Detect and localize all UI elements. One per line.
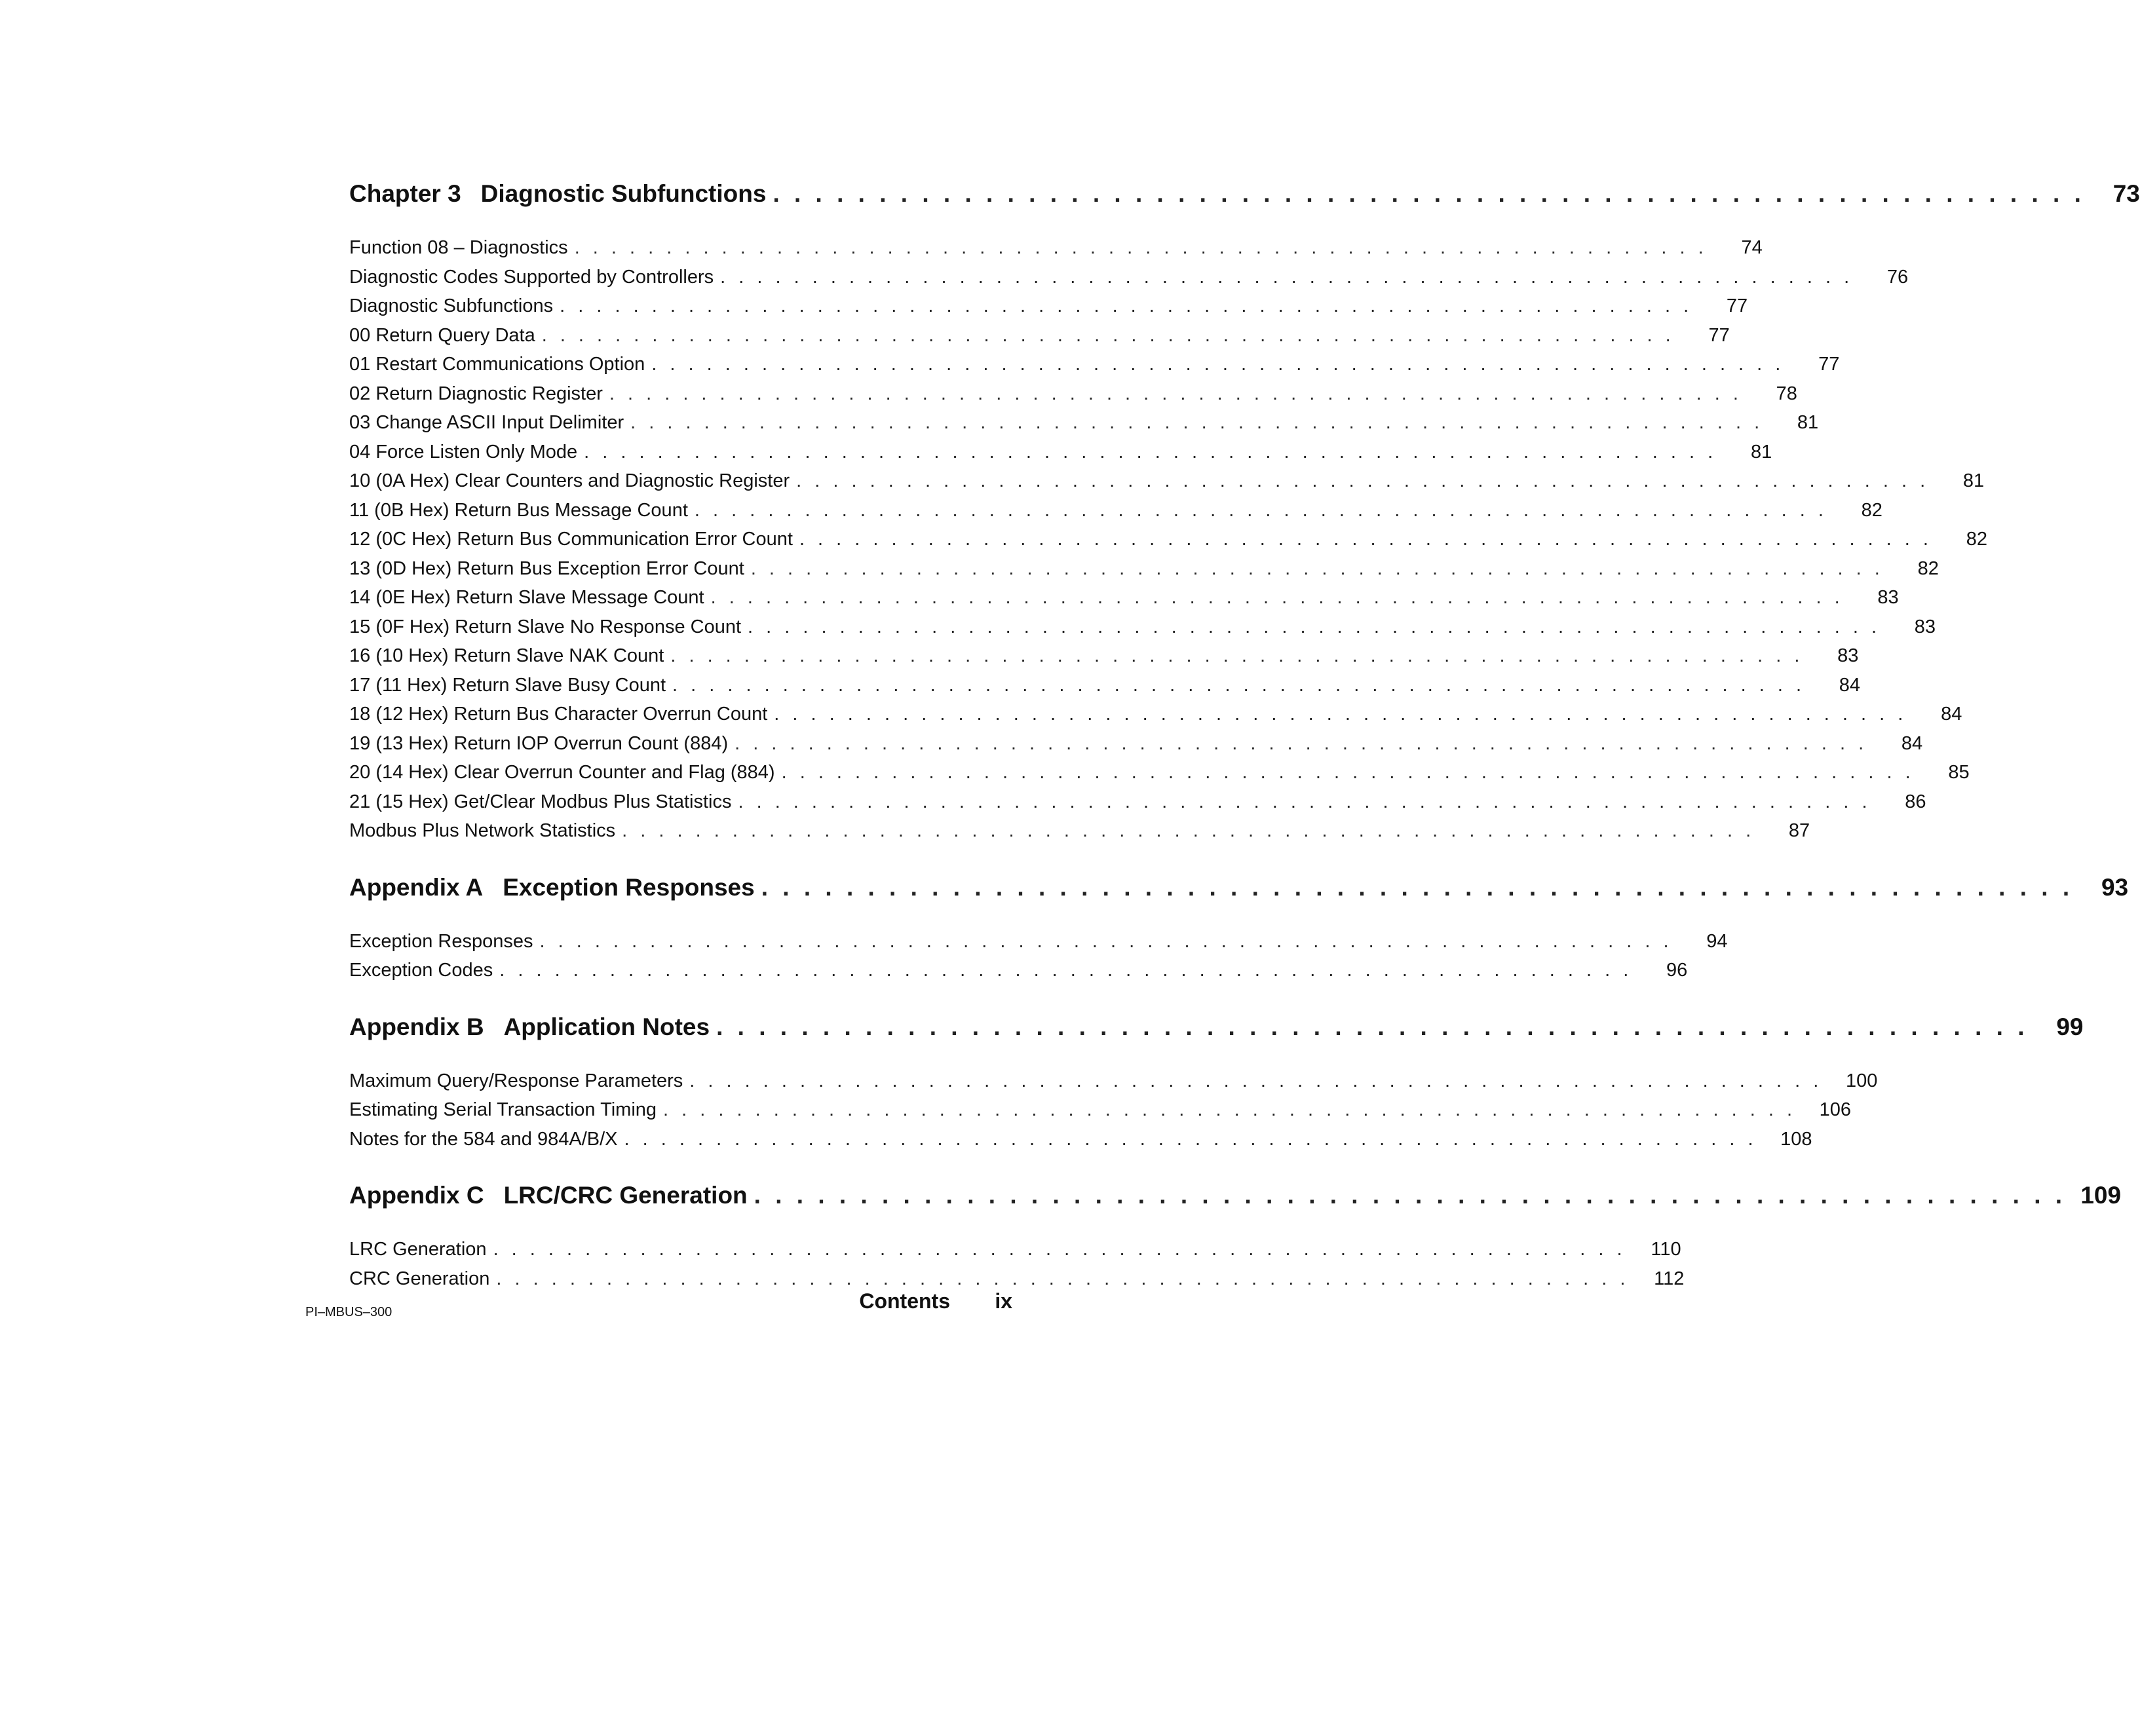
toc-heading-page: 73	[2112, 180, 2140, 207]
toc-entry-page: 84	[1941, 704, 1962, 725]
toc-entry-page: 83	[1837, 645, 1859, 666]
toc-entry-page: 112	[1654, 1268, 1685, 1289]
toc-entry-page: 96	[1666, 960, 1688, 981]
toc-section	[349, 177, 2140, 846]
toc-entry-label: 17 (11 Hex) Return Slave Busy Count	[349, 674, 666, 696]
dot-leader: . . . . . . . . . . . . . . . . . . . . . . . . . . . . . . . . . . . . . . . . . . . . . . . . . . . . . . . . . . . . . .	[574, 237, 1708, 258]
toc-entry-label: 13 (0D Hex) Return Bus Exception Error Count	[349, 557, 744, 579]
dot-leader: . . . . . . . . . . . . . . . . . . . . . . . . . . . . . . . . . . . . . . . . . . . . . . . . . . . . . . . . . . . . . .	[493, 1239, 1626, 1260]
toc-entry[interactable]	[349, 1125, 1812, 1154]
toc-entry-page: 82	[1966, 529, 1987, 550]
toc-entry-page: 77	[1726, 295, 1748, 316]
toc-entry[interactable]	[349, 233, 1763, 263]
toc-heading-prefix: Chapter 3	[349, 180, 461, 207]
toc-entry-page: 77	[1708, 324, 1730, 346]
toc-heading-title: Application Notes	[503, 1013, 710, 1040]
toc-entry[interactable]	[349, 379, 1797, 409]
toc-entry-label: CRC Generation	[349, 1268, 490, 1289]
toc-entry-label: Maximum Query/Response Parameters	[349, 1070, 683, 1091]
dot-leader: . . . . . . . . . . . . . . . . . . . . . . . . . . . . . . . . . . . . . . . . . . . . . . . . . . . . . . . . . . . . . .	[689, 1070, 1823, 1091]
toc-entry-label: 01 Restart Communications Option	[349, 354, 645, 375]
toc-entry-label: 19 (13 Hex) Return IOP Overrun Count (884)	[349, 732, 729, 754]
toc-entry-page: 81	[1797, 412, 1819, 433]
toc-entry-label: 21 (15 Hex) Get/Clear Modbus Plus Statistics	[349, 791, 732, 812]
dot-leader: . . . . . . . . . . . . . . . . . . . . . . . . . . . . . . . . . . . . . . . . . . . . . . . . . . . . . . . . . . . . . .	[663, 1099, 1797, 1120]
toc-entry-label: 04 Force Listen Only Mode	[349, 441, 578, 462]
toc-entry-label: 03 Change ASCII Input Delimiter	[349, 412, 624, 433]
toc-heading-title: Diagnostic Subfunctions	[480, 180, 767, 207]
toc-entry[interactable]	[349, 263, 1909, 292]
document-id: PI–MBUS–300	[305, 1305, 392, 1319]
dot-leader: . . . . . . . . . . . . . . . . . . . . . . . . . . . . . . . . . . . . . . . . . . . . . . . . . . . . . . . . . . . . . .	[630, 412, 1764, 433]
toc-entry-page: 83	[1914, 616, 1936, 637]
toc-entry-label: 16 (10 Hex) Return Slave NAK Count	[349, 645, 664, 666]
toc-heading[interactable]	[349, 871, 2129, 905]
toc-entry[interactable]	[349, 466, 1985, 496]
dot-leader: . . . . . . . . . . . . . . . . . . . . . . . . . . . . . . . . . . . . . . . . . . . . . . . . . . . . . . . . . . . . . .	[670, 645, 1804, 666]
toc-entry-page: 110	[1651, 1239, 1681, 1260]
toc-heading[interactable]	[349, 1179, 2122, 1213]
dot-leader: . . . . . . . . . . . . . . . . . . . . . . . . . . . . . . . . . . . . . . . . . . . . . . . . . . . . . . . . . . . . . .	[750, 557, 1884, 579]
toc-entry-label: 02 Return Diagnostic Register	[349, 383, 603, 404]
toc-entry-label: Modbus Plus Network Statistics	[349, 820, 616, 841]
toc-entry-label: 20 (14 Hex) Clear Overrun Counter and Flag (884)	[349, 762, 775, 783]
toc-entry[interactable]	[349, 729, 1923, 759]
dot-leader: . . . . . . . . . . . . . . . . . . . . . . . . . . . . . . . . . . . . . . . . . . . . . . . . . . . . . . . . . . . . . .	[609, 383, 1742, 404]
toc-entry-label: 18 (12 Hex) Return Bus Character Overrun Count	[349, 704, 768, 725]
dot-leader: . . . . . . . . . . . . . . . . . . . . . . . . . . . . . . . . . . . . . . . . . . . . . . . . . . . . . . . . . . . . . .	[541, 324, 1675, 346]
toc-entry-label: Exception Responses	[349, 930, 533, 952]
toc-heading-prefix: Appendix A	[349, 873, 484, 901]
dot-leader: . . . . . . . . . . . . . . . . . . . . . . . . . . . . . . . . . . . . . . . . . . . . . . . . . . . . . . . . . . . . . .	[748, 616, 1881, 637]
toc-entry-label: Diagnostic Subfunctions	[349, 295, 554, 316]
toc-entry[interactable]	[349, 641, 1859, 671]
toc-entry[interactable]	[349, 321, 1730, 350]
toc-entry-page: 100	[1845, 1070, 1878, 1091]
toc-section	[349, 1154, 2122, 1293]
toc-entry-page: 82	[1861, 499, 1882, 521]
toc-entry[interactable]	[349, 700, 1962, 729]
toc-entry-label: Notes for the 584 and 984A/B/X	[349, 1128, 618, 1150]
toc-heading-title: Exception Responses	[503, 873, 755, 901]
toc-heading-prefix: Appendix B	[349, 1013, 484, 1040]
dot-leader: . . . . . . . . . . . . . . . . . . . . . . . . . . . . . . . . . . . . . . . . . . . . . . . . . . . . . . . . . . . . . .	[672, 674, 1806, 696]
dot-leader: . . . . . . . . . . . . . . . . . . . . . . . . . . . . . . . . . . . . . . . . . . . . . . . . . . . . . . . . . . . . . .	[694, 499, 1827, 521]
toc-entry-page: 84	[1839, 674, 1861, 696]
toc-heading-page: 99	[2056, 1013, 2084, 1040]
page-footer	[305, 1289, 1012, 1322]
toc-entry-label: 00 Return Query Data	[349, 324, 535, 346]
toc-entry-label: 12 (0C Hex) Return Bus Communication Error Count	[349, 529, 793, 550]
dot-leader: . . . . . . . . . . . . . . . . . . . . . . . . . . . . . . . . . . . . . . . . . . . . . . . . . . . . . . . . . . . . . .	[796, 470, 1930, 491]
toc-entry[interactable]	[349, 1066, 1878, 1096]
toc-heading-page: 93	[2101, 873, 2129, 901]
toc-entry[interactable]	[349, 816, 1810, 846]
toc-entry[interactable]	[349, 350, 1840, 379]
toc-entry-page: 77	[1818, 354, 1840, 375]
toc-entry-page: 78	[1776, 383, 1797, 404]
toc-entry-label: Estimating Serial Transaction Timing	[349, 1099, 657, 1120]
toc-entry-page: 76	[1886, 266, 1909, 288]
toc-heading-prefix: Appendix C	[349, 1182, 484, 1209]
dot-leader: . . . . . . . . . . . . . . . . . . . . . . . . . . . . . . . . . . . . . . . . . . . . . . . . . . . . . . . . . . . . . .	[754, 1182, 2067, 1209]
dot-leader: . . . . . . . . . . . . . . . . . . . . . . . . . . . . . . . . . . . . . . . . . . . . . . . . . . . . . . . . . . . . . .	[720, 266, 1854, 288]
dot-leader: . . . . . . . . . . . . . . . . . . . . . . . . . . . . . . . . . . . . . . . . . . . . . . . . . . . . . . . . . . . . . .	[774, 704, 1907, 725]
toc-entry-page: 108	[1780, 1128, 1812, 1150]
dot-leader: . . . . . . . . . . . . . . . . . . . . . . . . . . . . . . . . . . . . . . . . . . . . . . . . . . . . . . . . . . . . . .	[738, 791, 1871, 812]
toc-entry[interactable]	[349, 292, 1748, 321]
toc-entry-label: Exception Codes	[349, 960, 493, 981]
toc-entry[interactable]	[349, 408, 1819, 438]
dot-leader: . . . . . . . . . . . . . . . . . . . . . . . . . . . . . . . . . . . . . . . . . . . . . . . . . . . . . . . . . . . . . .	[539, 930, 1673, 952]
toc-heading[interactable]	[349, 1010, 2084, 1044]
toc-entry[interactable]	[349, 583, 1899, 613]
dot-leader: . . . . . . . . . . . . . . . . . . . . . . . . . . . . . . . . . . . . . . . . . . . . . . . . . . . . . . . . . . . . . .	[496, 1268, 1630, 1289]
dot-leader: . . . . . . . . . . . . . . . . . . . . . . . . . . . . . . . . . . . . . . . . . . . . . . . . . . . . . . . . . . . . . .	[499, 960, 1633, 981]
dot-leader: . . . . . . . . . . . . . . . . . . . . . . . . . . . . . . . . . . . . . . . . . . . . . . . . . . . . . . . . . . . . . .	[651, 354, 1785, 375]
toc-entry[interactable]	[349, 956, 1688, 985]
dot-leader: . . . . . . . . . . . . . . . . . . . . . . . . . . . . . . . . . . . . . . . . . . . . . . . . . . . . . . . . . . . . . .	[735, 732, 1868, 754]
toc-entry[interactable]	[349, 525, 1987, 554]
dot-leader: . . . . . . . . . . . . . . . . . . . . . . . . . . . . . . . . . . . . . . . . . . . . . . . . . . . . . . . . . . . . . .	[761, 873, 2074, 901]
toc-entry[interactable]	[349, 1095, 1852, 1125]
toc-entry-label: 10 (0A Hex) Clear Counters and Diagnostic Register	[349, 470, 790, 491]
toc-entry[interactable]	[349, 787, 1926, 817]
toc-entry-label: Diagnostic Codes Supported by Controllers	[349, 266, 714, 288]
dot-leader: . . . . . . . . . . . . . . . . . . . . . . . . . . . . . . . . . . . . . . . . . . . . . . . . . . . . . . . . . . . . . .	[716, 1013, 2029, 1040]
toc-entry[interactable]	[349, 438, 1772, 467]
dot-leader: . . . . . . . . . . . . . . . . . . . . . . . . . . . . . . . . . . . . . . . . . . . . . . . . . . . . . . . . . . . . . .	[773, 180, 2085, 207]
toc-heading-title: LRC/CRC Generation	[503, 1182, 748, 1209]
toc-entry[interactable]	[349, 613, 1936, 642]
toc-entry-page: 74	[1741, 237, 1763, 258]
dot-leader: . . . . . . . . . . . . . . . . . . . . . . . . . . . . . . . . . . . . . . . . . . . . . . . . . . . . . . . . . . . . . .	[584, 441, 1717, 462]
dot-leader: . . . . . . . . . . . . . . . . . . . . . . . . . . . . . . . . . . . . . . . . . . . . . . . . . . . . . . . . . . . . . .	[622, 820, 1755, 841]
dot-leader: . . . . . . . . . . . . . . . . . . . . . . . . . . . . . . . . . . . . . . . . . . . . . . . . . . . . . . . . . . . . . .	[799, 529, 1932, 550]
toc-entry-label: 15 (0F Hex) Return Slave No Response Count	[349, 616, 742, 637]
toc-entry-page: 106	[1819, 1099, 1852, 1120]
toc-entry-page: 86	[1905, 791, 1926, 812]
toc-entry[interactable]	[349, 496, 1882, 525]
toc-heading-page: 109	[2080, 1182, 2122, 1209]
toc-entry-label: Function 08 – Diagnostics	[349, 237, 568, 258]
toc-entry-page: 81	[1750, 441, 1772, 462]
footer-page-number: ix	[995, 1289, 1012, 1313]
dot-leader: . . . . . . . . . . . . . . . . . . . . . . . . . . . . . . . . . . . . . . . . . . . . . . . . . . . . . . . . . . . . . .	[710, 587, 1844, 608]
toc-entry[interactable]	[349, 1235, 1681, 1264]
toc-entry-label: LRC Generation	[349, 1239, 487, 1260]
toc-entry-label: 14 (0E Hex) Return Slave Message Count	[349, 587, 704, 608]
toc-entry-page: 83	[1877, 587, 1899, 608]
toc-entry[interactable]	[349, 554, 1939, 584]
toc-entry-page: 85	[1948, 762, 1970, 783]
toc-entry[interactable]	[349, 758, 1970, 787]
toc-section	[349, 846, 2129, 985]
toc-entry-page: 82	[1917, 557, 1939, 579]
toc-entry[interactable]	[349, 927, 1728, 956]
toc-entry-page: 81	[1962, 470, 1985, 491]
toc-entry-page: 94	[1706, 930, 1728, 952]
toc-entry[interactable]	[349, 671, 1861, 700]
toc-entry-page: 84	[1901, 732, 1923, 754]
toc-heading[interactable]	[349, 177, 2140, 211]
dot-leader: . . . . . . . . . . . . . . . . . . . . . . . . . . . . . . . . . . . . . . . . . . . . . . . . . . . . . . . . . . . . . .	[624, 1128, 1757, 1150]
dot-leader: . . . . . . . . . . . . . . . . . . . . . . . . . . . . . . . . . . . . . . . . . . . . . . . . . . . . . . . . . . . . . .	[560, 295, 1693, 316]
toc-entry-label: 11 (0B Hex) Return Bus Message Count	[349, 499, 688, 521]
footer-section-title: Contents	[859, 1289, 950, 1313]
toc-section	[349, 985, 2084, 1154]
table-of-contents	[349, 177, 2140, 1293]
toc-entry-page: 87	[1788, 820, 1810, 841]
dot-leader: . . . . . . . . . . . . . . . . . . . . . . . . . . . . . . . . . . . . . . . . . . . . . . . . . . . . . . . . . . . . . .	[781, 762, 1915, 783]
